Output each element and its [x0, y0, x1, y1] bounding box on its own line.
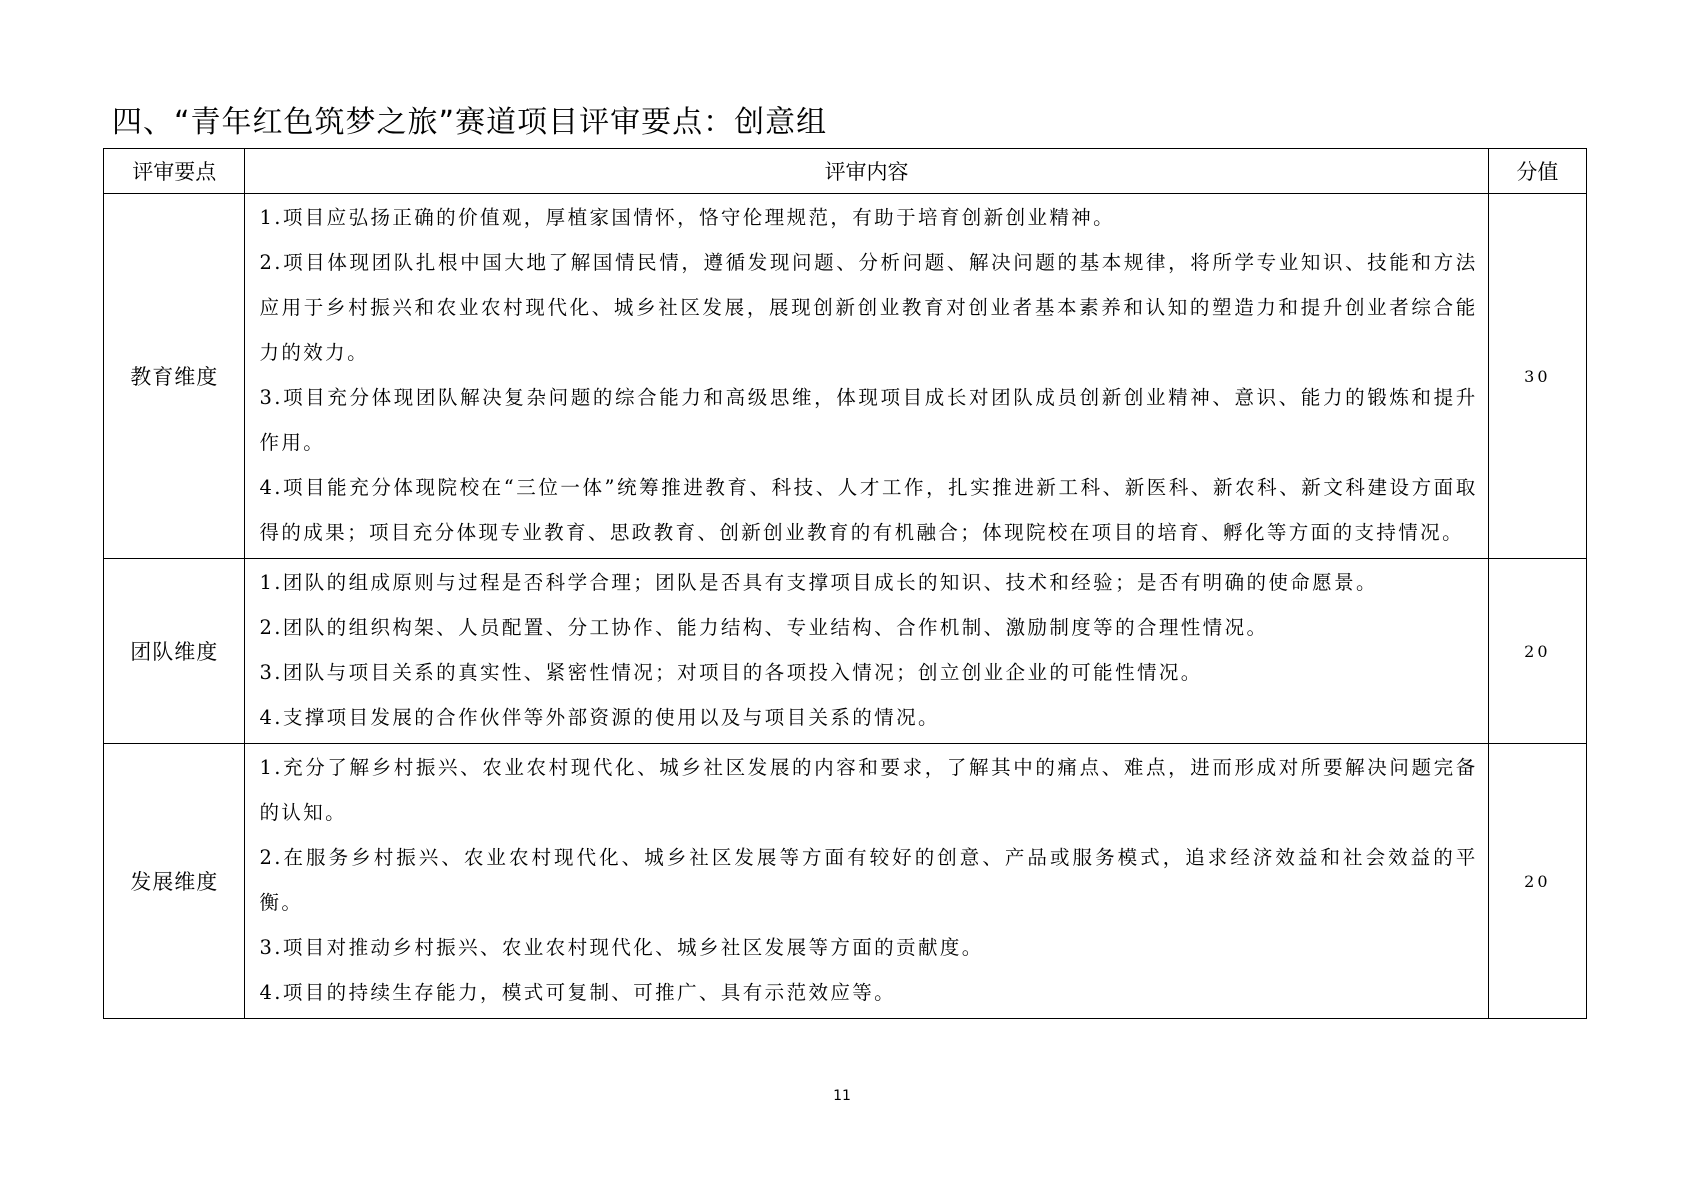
score-cell: 20: [1488, 559, 1586, 744]
page-title: 四、“青年红色筑梦之旅”赛道项目评审要点：创意组: [112, 105, 828, 140]
score-cell: 20: [1488, 744, 1586, 1019]
header-review-content: 评审内容: [245, 149, 1488, 194]
table-row-team: [104, 559, 1587, 744]
criterion-item: 1.充分了解乡村振兴、农业农村现代化、城乡社区发展的内容和要求，了解其中的痛点、难点，进而形成对所要解决问题完备的认知。: [259, 756, 1478, 824]
criterion-item: 4.项目的持续生存能力，模式可复制、可推广、具有示范效应等。: [259, 981, 897, 1004]
criterion-item: 3.项目对推动乡村振兴、农业农村现代化、城乡社区发展等方面的贡献度。: [259, 936, 984, 959]
header-review-point: 评审要点: [104, 149, 245, 194]
table-row-education: [104, 194, 1587, 559]
review-point-cell: 发展维度: [104, 744, 245, 1019]
review-content-cell: [245, 194, 1488, 559]
table-header-row: [104, 149, 1587, 194]
criterion-item: 2.项目体现团队扎根中国大地了解国情民情，遵循发现问题、分析问题、解决问题的基本规律，将所学专业知识、技能和方法应用于乡村振兴和农业农村现代化、城乡社区发展，展现创新创业教育对创业者基本素养和认知的塑造力和提升创业者综合能力的效力。: [259, 251, 1478, 364]
criterion-item: 4.支撑项目发展的合作伙伴等外部资源的使用以及与项目关系的情况。: [259, 706, 940, 729]
criteria-table: [103, 148, 1587, 1019]
table-row-development: [104, 744, 1587, 1019]
criterion-item: 3.团队与项目关系的真实性、紧密性情况；对项目的各项投入情况；创立创业企业的可能性情况。: [259, 661, 1203, 684]
score-cell: 30: [1488, 194, 1586, 559]
review-point-cell: 教育维度: [104, 194, 245, 559]
review-point-cell: 团队维度: [104, 559, 245, 744]
criterion-item: 1.项目应弘扬正确的价值观，厚植家国情怀，恪守伦理规范，有助于培育创新创业精神。: [259, 206, 1116, 229]
page-number: 11: [833, 1088, 851, 1104]
criterion-item: 2.团队的组织构架、人员配置、分工协作、能力结构、专业结构、合作机制、激励制度等的合理性情况。: [259, 616, 1269, 639]
review-content-cell: [245, 744, 1488, 1019]
criterion-item: 4.项目能充分体现院校在“三位一体”统筹推进教育、科技、人才工作，扎实推进新工科、新医科、新农科、新文科建设方面取得的成果；项目充分体现专业教育、思政教育、创新创业教育的有机融合；体现院校在项目的培育、孵化等方面的支持情况。: [259, 476, 1478, 544]
criterion-item: 1.团队的组成原则与过程是否科学合理；团队是否具有支撑项目成长的知识、技术和经验；是否有明确的使命愿景。: [259, 571, 1378, 594]
criterion-item: 3.项目充分体现团队解决复杂问题的综合能力和高级思维，体现项目成长对团队成员创新创业精神、意识、能力的锻炼和提升作用。: [259, 386, 1478, 454]
header-score: 分值: [1488, 149, 1586, 194]
criterion-item: 2.在服务乡村振兴、农业农村现代化、城乡社区发展等方面有较好的创意、产品或服务模式，追求经济效益和社会效益的平衡。: [259, 846, 1478, 914]
review-content-cell: [245, 559, 1488, 744]
